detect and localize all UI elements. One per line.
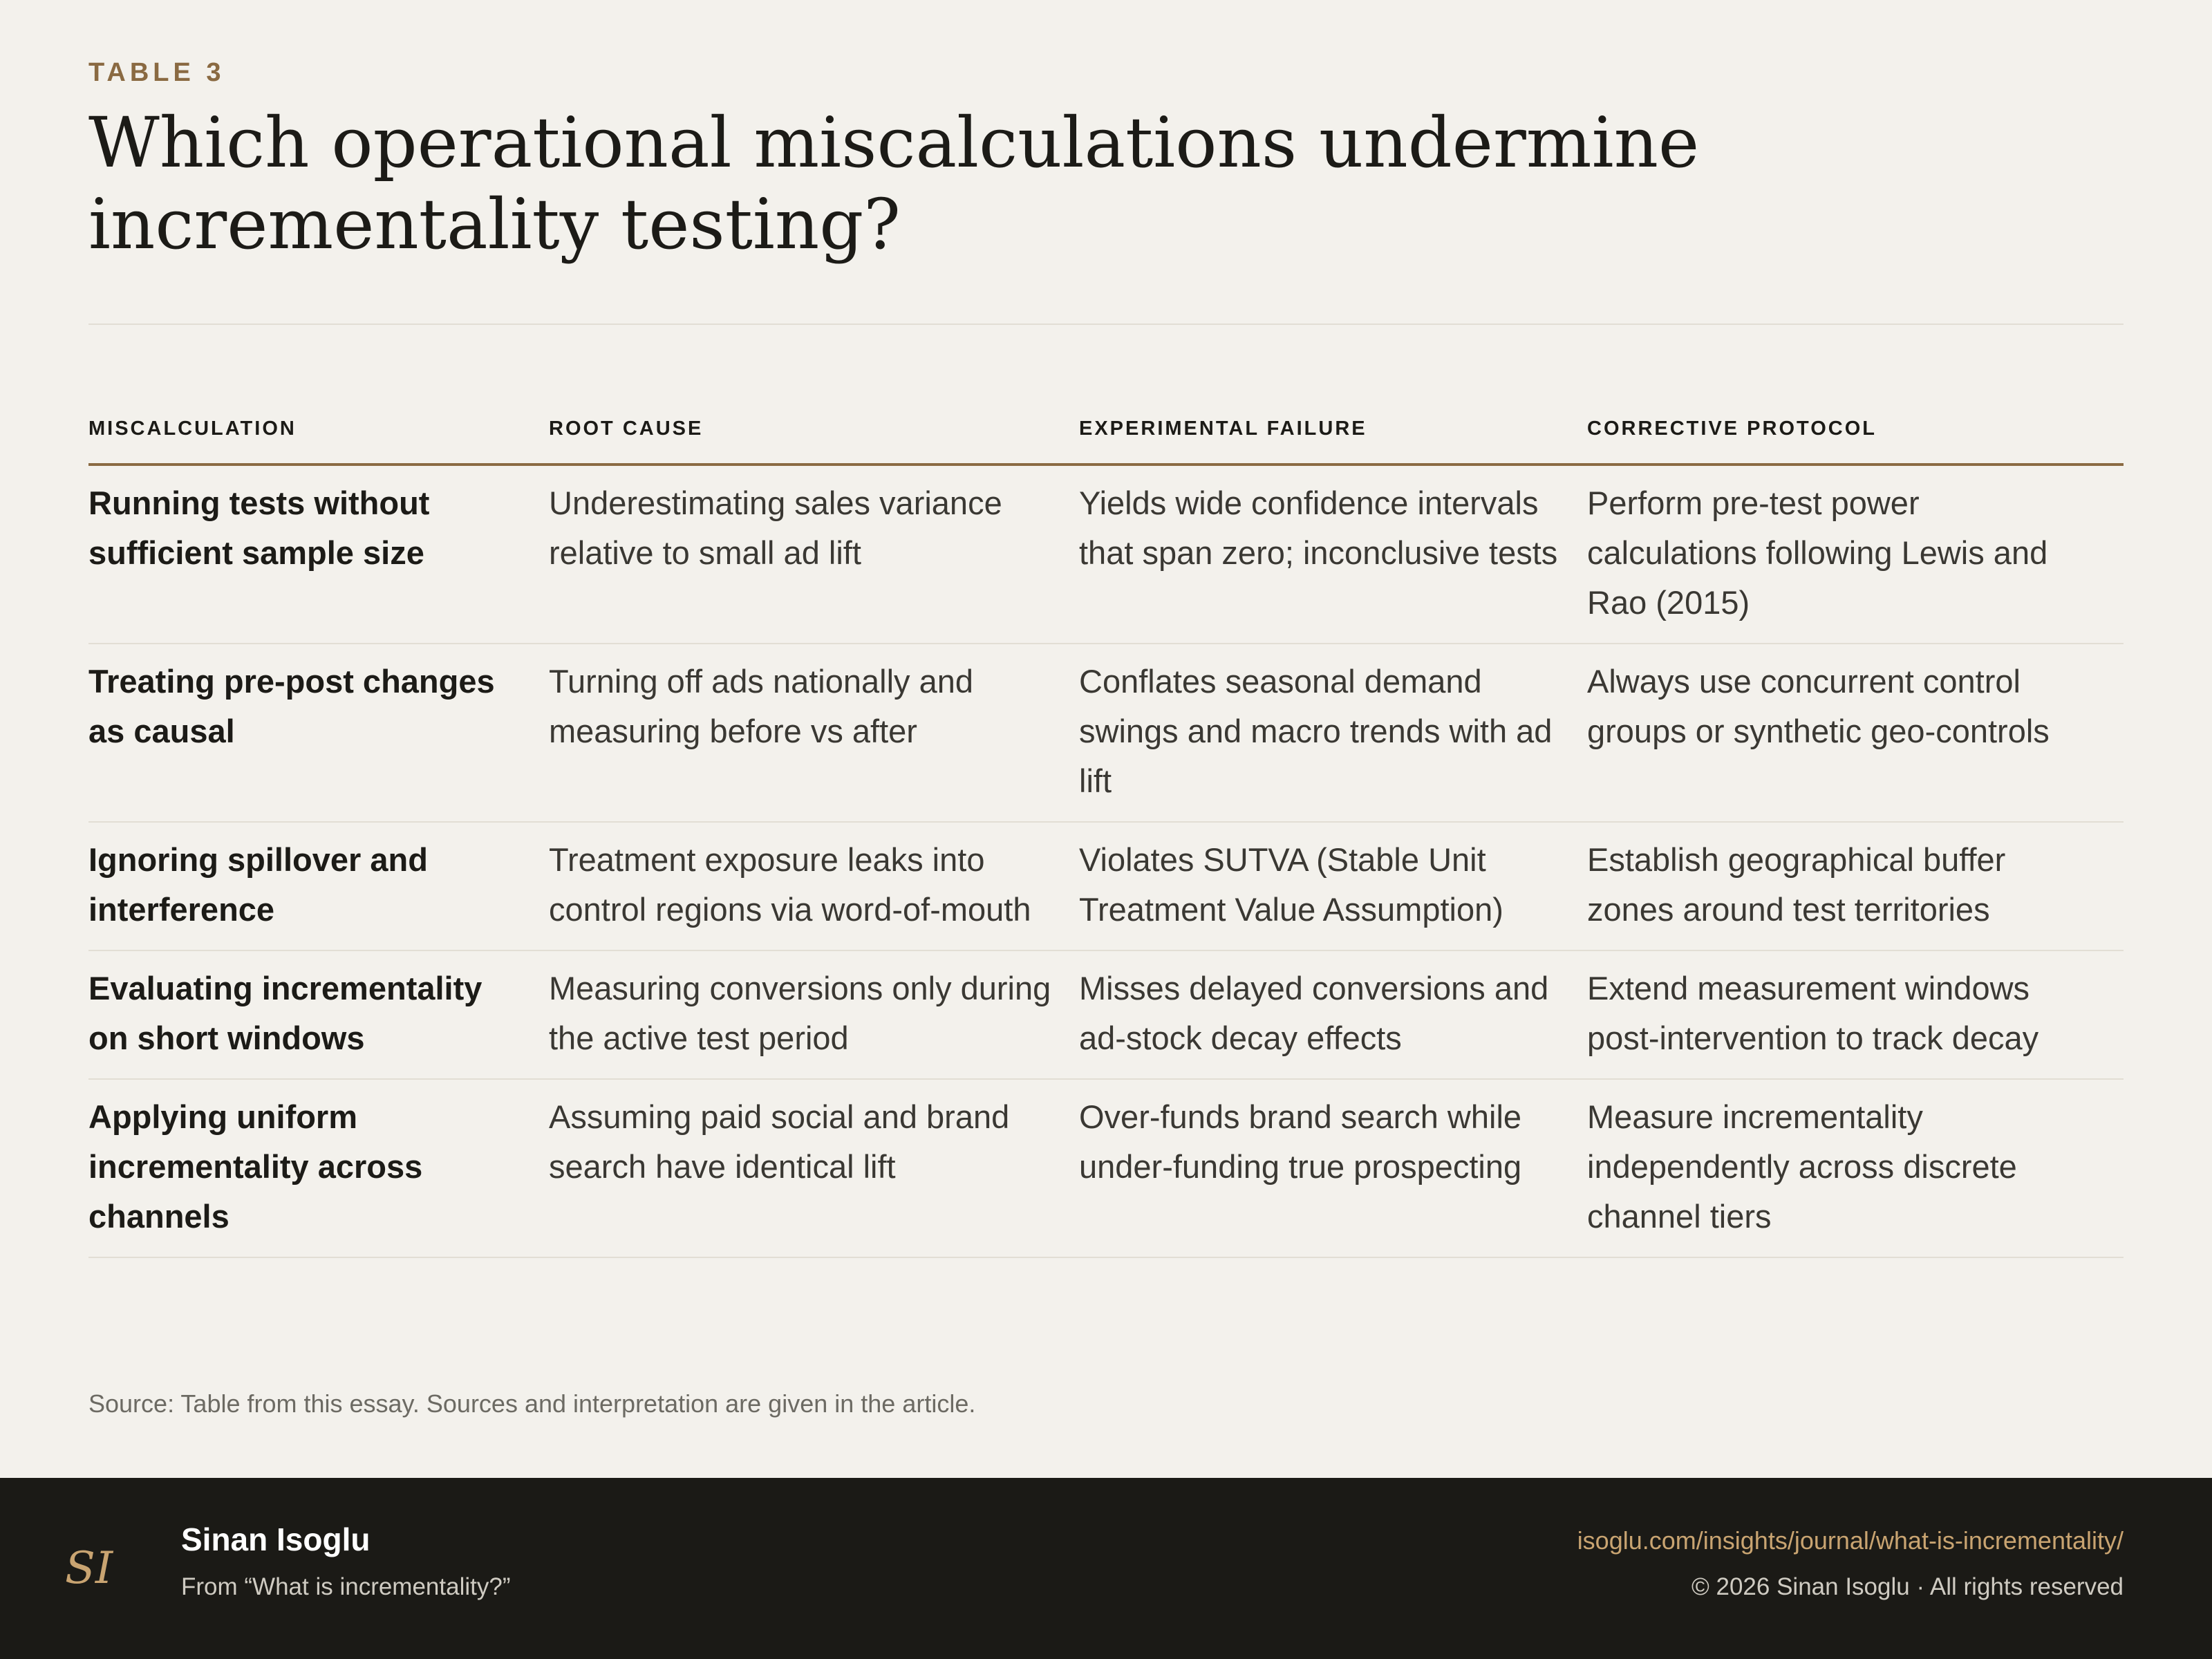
table-row bbox=[88, 644, 2124, 822]
article-link[interactable]: isoglu.com/insights/journal/what-is-incrementality/ bbox=[1577, 1526, 2124, 1555]
table-header-row bbox=[88, 408, 2124, 465]
table-row bbox=[88, 822, 2124, 950]
experimental-failure-cell: Over-funds brand search while under-funding true prospecting bbox=[1079, 1079, 1587, 1257]
article-attribution: From “What is incrementality?” bbox=[181, 1573, 511, 1600]
experimental-failure-cell: Misses delayed conversions and ad-stock decay effects bbox=[1079, 950, 1587, 1079]
footer bbox=[0, 1478, 2212, 1659]
miscalculation-cell: Evaluating incrementality on short windows bbox=[88, 950, 549, 1079]
root-cause-cell: Treatment exposure leaks into control regions via word-of-mouth bbox=[549, 822, 1079, 950]
corrective-protocol-cell: Establish geographical buffer zones around test territories bbox=[1587, 822, 2124, 950]
column-header-corrective-protocol: CORRECTIVE PROTOCOL bbox=[1587, 408, 2124, 465]
source-note: Source: Table from this essay. Sources and interpretation are given in the article. bbox=[88, 1389, 976, 1418]
title-divider bbox=[88, 324, 2124, 325]
si-monogram-logo bbox=[61, 1535, 123, 1601]
miscalculation-cell: Running tests without sufficient sample size bbox=[88, 465, 549, 644]
table-row bbox=[88, 465, 2124, 644]
miscalculations-table bbox=[88, 408, 2124, 1258]
column-header-experimental-failure: EXPERIMENTAL FAILURE bbox=[1079, 408, 1587, 465]
corrective-protocol-cell: Measure incrementality independently across discrete channel tiers bbox=[1587, 1079, 2124, 1257]
corrective-protocol-cell: Extend measurement windows post-intervention to track decay bbox=[1587, 950, 2124, 1079]
table-row bbox=[88, 1079, 2124, 1257]
experimental-failure-cell: Conflates seasonal demand swings and macro trends with ad lift bbox=[1079, 644, 1587, 822]
page-title: Which operational miscalculations undermine incrementality testing? bbox=[88, 102, 1700, 265]
experimental-failure-cell: Yields wide confidence intervals that span zero; inconclusive tests bbox=[1079, 465, 1587, 644]
copyright-notice: © 2026 Sinan Isoglu · All rights reserved bbox=[1691, 1573, 2124, 1600]
root-cause-cell: Assuming paid social and brand search have identical lift bbox=[549, 1079, 1079, 1257]
author-name: Sinan Isoglu bbox=[181, 1521, 371, 1557]
table-number-label: TABLE 3 bbox=[88, 58, 225, 87]
root-cause-cell: Turning off ads nationally and measuring before vs after bbox=[549, 644, 1079, 822]
root-cause-cell: Measuring conversions only during the active test period bbox=[549, 950, 1079, 1079]
corrective-protocol-cell: Always use concurrent control groups or synthetic geo-controls bbox=[1587, 644, 2124, 822]
corrective-protocol-cell: Perform pre-test power calculations following Lewis and Rao (2015) bbox=[1587, 465, 2124, 644]
root-cause-cell: Underestimating sales variance relative to small ad lift bbox=[549, 465, 1079, 644]
column-header-miscalculation: MISCALCULATION bbox=[88, 408, 549, 465]
miscalculation-cell: Treating pre-post changes as causal bbox=[88, 644, 549, 822]
miscalculation-cell: Ignoring spillover and interference bbox=[88, 822, 549, 950]
column-header-root-cause: ROOT CAUSE bbox=[549, 408, 1079, 465]
table-row bbox=[88, 950, 2124, 1079]
svg-text:SI: SI bbox=[65, 1543, 113, 1594]
miscalculation-cell: Applying uniform incrementality across channels bbox=[88, 1079, 549, 1257]
experimental-failure-cell: Violates SUTVA (Stable Unit Treatment Value Assumption) bbox=[1079, 822, 1587, 950]
